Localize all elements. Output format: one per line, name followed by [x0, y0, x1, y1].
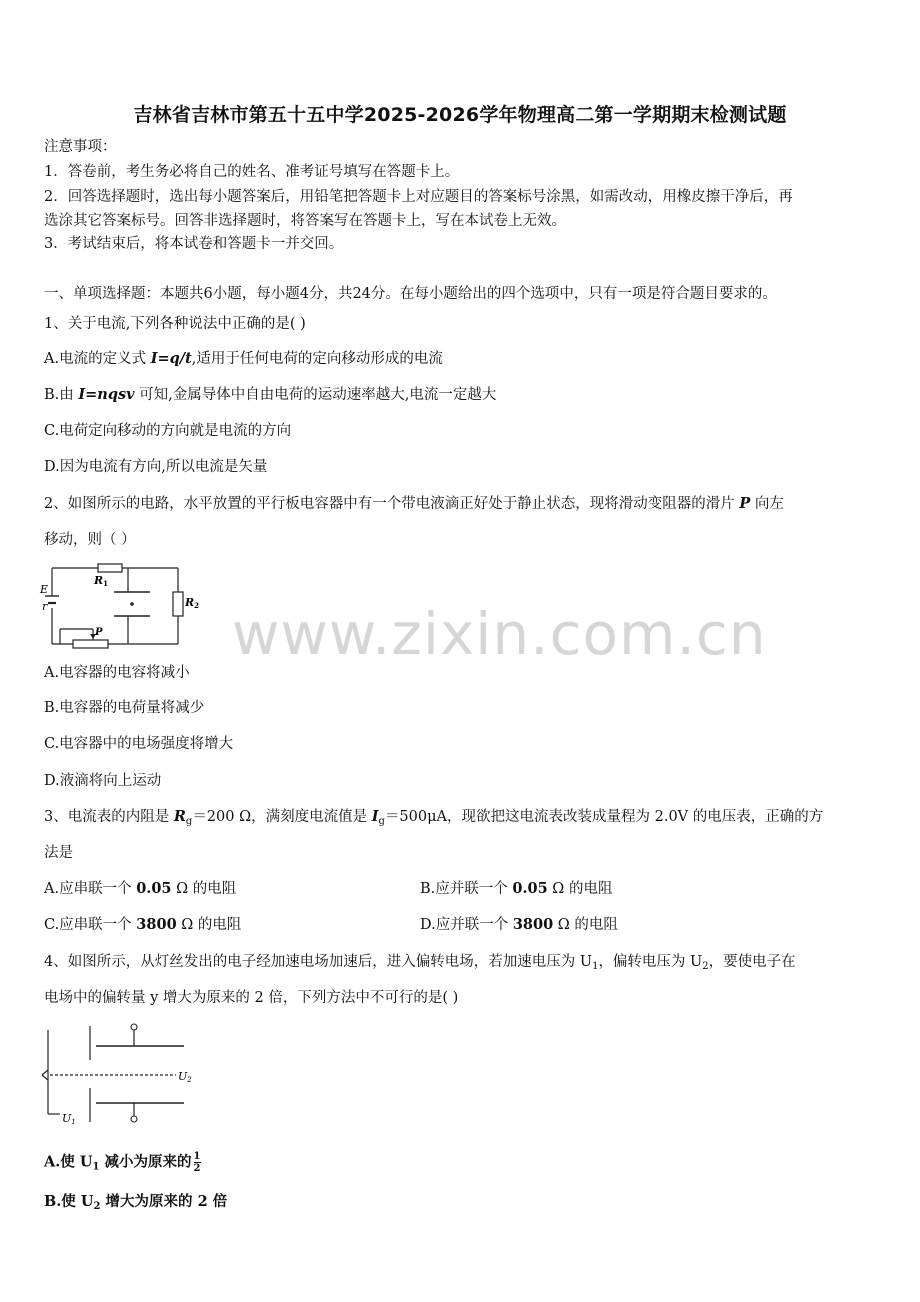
q4-b-text: B.使 U [44, 1193, 94, 1210]
label-u1-sub: 1 [71, 1118, 76, 1126]
q3-option-d [420, 915, 618, 935]
q3-rg-sub: g [185, 816, 193, 827]
q2-option-b: B.电容器的电荷量将减少 [44, 700, 205, 716]
q2-stem-text-2: 向左 [750, 496, 784, 512]
svg-text:U1 [62, 1112, 76, 1126]
q3-text-3: ＝500μA，现欲把这电流表改装成量程为 2.0V 的电压表，正确的方 [384, 809, 824, 825]
q4-text-1: 4、如图所示，从灯丝发出的电子经加速电场加速后，进入偏转电场，若加速电压为 U [44, 954, 593, 970]
q1-a-text: A.电流的定义式 [44, 351, 151, 367]
r2-resistor [173, 592, 183, 616]
label-u2: U [178, 1070, 188, 1083]
q3-d-text: D.应并联一个 [420, 917, 513, 933]
q1-a-text-2: ,适用于任何电荷的定向移动形成的电流 [191, 351, 443, 367]
q3-text-1: 3、电流表的内阻是 [44, 809, 174, 825]
q4-stem-1 [44, 952, 796, 972]
q2-stem-text: 2、如图所示的电路，水平放置的平行板电容器中有一个带电液滴正好处于静止状态，现将滑动变阻器的滑片 [44, 496, 740, 512]
q4-text-3: ，要使电子在 [708, 954, 796, 970]
q3-b-value: 0.05 [512, 880, 548, 897]
q2-stem-2: 移动，则（ ） [44, 532, 136, 548]
notice-item-1: 1．答卷前，考生务必将自己的姓名、准考证号填写在答题卡上。 [44, 164, 460, 180]
q3-a-text: A.应串联一个 [44, 881, 137, 897]
q3-text-2: ＝200 Ω，满刻度电流值是 [192, 809, 372, 825]
label-r1: R [94, 574, 104, 587]
label-r1-sub: 1 [103, 579, 109, 588]
fraction-denominator: 2 [193, 1163, 201, 1174]
q4-option-a [44, 1151, 201, 1174]
exam-title: 吉林省吉林市第五十五中学2025-2026学年物理高二第一学期期末检测试题 [133, 104, 787, 126]
q1-b-text: B.由 [44, 387, 79, 403]
watermark: www.zixin.com.cn [232, 600, 767, 668]
q4-a-text-2: 减小为原来的 [99, 1153, 192, 1171]
q3-option-b [420, 879, 612, 899]
q3-d-unit: Ω 的电阻 [553, 917, 618, 933]
label-r2: R [185, 596, 195, 609]
q3-option-c [44, 915, 241, 935]
q4-deflection-diagram [38, 1018, 208, 1130]
r1-resistor [98, 564, 122, 572]
q3-c-unit: Ω 的电阻 [176, 917, 242, 933]
q1-option-c: C.电荷定向移动的方向就是电流的方向 [44, 423, 292, 439]
q3-stem-2: 法是 [44, 845, 73, 861]
q2-circuit-diagram [38, 558, 208, 653]
q4-b-sub: 2 [93, 1201, 101, 1212]
svg-text:R2 [184, 596, 199, 610]
q4-text-2: ，偏转电压为 U [598, 954, 703, 970]
label-p: P [95, 627, 103, 638]
q2-stem-p: P [739, 495, 751, 512]
q1-b-formula: I=nqsv [78, 386, 135, 403]
label-e: E [40, 583, 49, 596]
q3-stem-1 [44, 807, 823, 827]
notice-item-2-cont: 选涂其它答案标号。回答非选择题时，将答案写在答题卡上，写在本试卷上无效。 [44, 213, 566, 229]
svg-text:U2 [178, 1070, 192, 1084]
rheostat [73, 640, 108, 648]
q2-option-a: A.电容器的电容将减小 [44, 665, 190, 681]
notice-heading: 注意事项： [44, 139, 117, 155]
label-u1: U [62, 1112, 72, 1125]
q4-a-sub: 1 [92, 1161, 100, 1173]
q1-a-formula: I=q/t [150, 350, 192, 367]
q1-option-a [44, 349, 443, 369]
q3-b-unit: Ω 的电阻 [547, 881, 613, 897]
q4-a-text: A.使 U [44, 1153, 93, 1171]
q3-c-value: 3800 [136, 916, 177, 933]
q1-option-d: D.因为电流有方向,所以电流是矢量 [44, 459, 268, 475]
fraction-numerator: 1 [193, 1151, 201, 1162]
section-heading: 一、单项选择题：本题共6小题，每小题4分，共24分。在每小题给出的四个选项中，只有一项是符合题目要求的。 [44, 286, 777, 302]
q3-d-value: 3800 [512, 916, 554, 933]
q3-option-a [44, 879, 236, 899]
q3-a-value: 0.05 [136, 880, 172, 897]
q3-ig: I [371, 808, 379, 825]
q3-a-unit: Ω 的电阻 [171, 881, 237, 897]
svg-text:R1 [93, 574, 108, 588]
label-r: r [42, 600, 48, 613]
q4-b-text-2: 增大为原来的 2 倍 [100, 1193, 228, 1210]
q3-rg: R [173, 808, 186, 825]
label-r2-sub: 2 [194, 601, 200, 610]
notice-item-3: 3．考试结束后，将本试卷和答题卡一并交回。 [44, 236, 344, 252]
q4-option-b [44, 1192, 227, 1212]
q4-stem-2: 电场中的偏转量 y 增大为原来的 2 倍，下列方法中不可行的是( ) [44, 990, 459, 1006]
q3-ig-sub: g [378, 816, 385, 827]
droplet [130, 602, 134, 606]
q4-u1-sub: 1 [592, 961, 599, 972]
q2-option-d: D.液滴将向上运动 [44, 773, 162, 789]
q1-b-text-2: 可知,金属导体中自由电荷的运动速率越大,电流一定越大 [134, 387, 497, 403]
q2-option-c: C.电容器中的电场强度将增大 [44, 736, 234, 752]
q3-c-text: C.应串联一个 [44, 917, 137, 933]
q1-option-b [44, 385, 496, 405]
q4-a-fraction [194, 1151, 201, 1174]
q2-stem-1 [44, 494, 784, 514]
notice-item-2: 2．回答选择题时，选出每小题答案后，用铅笔把答题卡上对应题目的答案标号涂黑，如需改动，用橡皮擦干净后，再 [44, 189, 793, 205]
q3-b-text: B.应并联一个 [420, 881, 513, 897]
label-u2-sub: 2 [187, 1076, 192, 1084]
q4-u2-sub: 2 [702, 961, 709, 972]
q1-stem: 1、关于电流,下列各种说法中正确的是( ) [44, 316, 306, 332]
